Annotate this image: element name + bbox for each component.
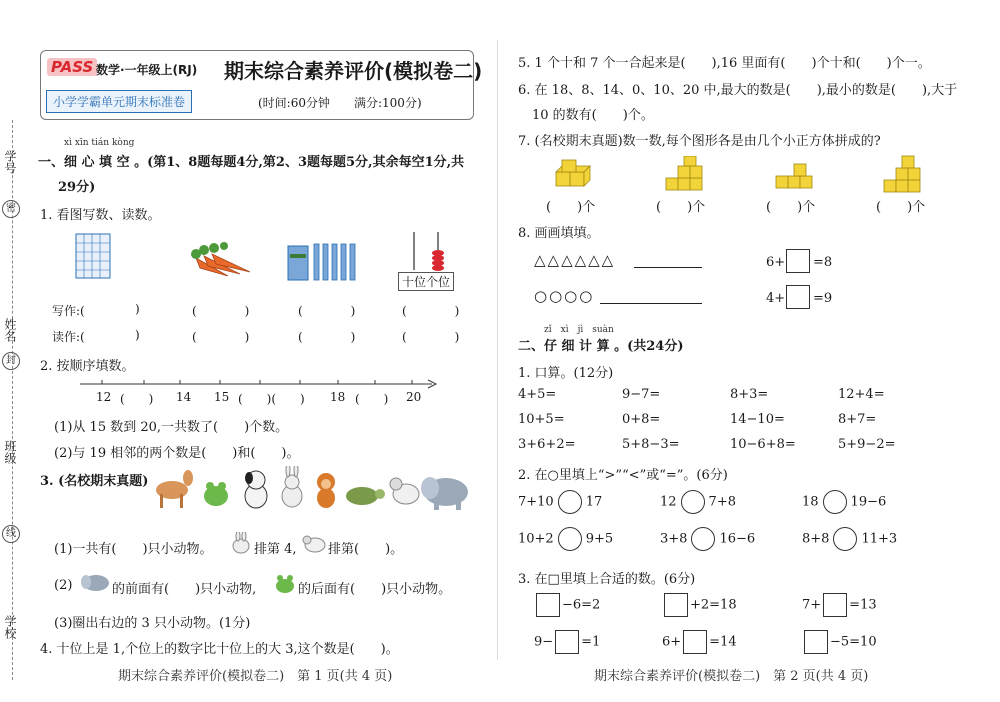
read-blank-3[interactable]: ( ) [298, 330, 356, 344]
compare-left: 12 [660, 494, 677, 510]
fill-box[interactable] [683, 630, 707, 654]
read-blank-4[interactable]: ( ) [402, 330, 460, 344]
compare-item [660, 490, 736, 514]
q3-sub2a: (2) [54, 578, 73, 593]
oral-item[interactable]: 5+8−3= [622, 437, 680, 452]
q3-sub2b: 的前面有( )只小动物, [112, 582, 257, 597]
margin-label-school: 学校 [3, 615, 17, 639]
nl-blank-16[interactable]: ( )( ) [238, 392, 305, 406]
oral-item[interactable]: 10−6+8= [730, 437, 796, 452]
write-label: 写作:( [52, 304, 85, 318]
compare-left: 8+8 [802, 531, 830, 547]
oral-item[interactable]: 14−10= [730, 412, 785, 427]
cube-figure-4 [882, 154, 922, 194]
dog-icon [245, 471, 267, 508]
part1-pinyin: xì xīn tián kòng [64, 138, 135, 148]
q8-eq1-box[interactable] [786, 249, 810, 273]
compare-circle[interactable] [558, 490, 582, 514]
q2-title: 2. 按顺序填数。 [40, 359, 135, 374]
q3-sub2c: 的后面有( )只小动物。 [298, 582, 452, 597]
compare-left: 18 [802, 494, 819, 510]
q8-eq2-right: =9 [813, 291, 833, 306]
turtle-icon [346, 487, 385, 505]
compare-circle[interactable] [823, 490, 847, 514]
exam-title: 期末综合素养评价(模拟卷二) [224, 59, 483, 83]
fill-suffix: =1 [581, 634, 601, 650]
write-blank-3[interactable]: ( ) [298, 304, 356, 318]
number-line [80, 378, 440, 390]
q3-sub1b: 排第 4, [254, 542, 297, 557]
q8-draw-line-2[interactable] [600, 290, 702, 304]
nl-14: 14 [176, 390, 192, 404]
p2-q1-title: 1. 口算。(12分) [518, 366, 614, 381]
q3-sub1a: (1)一共有( )只小动物。 [54, 542, 213, 557]
fill-item [662, 593, 737, 617]
part1-heading-cont: 29分) [58, 180, 96, 195]
read-close-1: ) [135, 328, 140, 342]
margin-label-id: 学号 [3, 150, 17, 174]
oral-item[interactable]: 9−7= [622, 387, 661, 402]
write-blank-2[interactable]: ( ) [192, 304, 250, 318]
oral-item[interactable]: 8+7= [838, 412, 877, 427]
write-close-1: ) [135, 302, 140, 316]
margin-seal-mi: 密 [2, 200, 20, 218]
part2-pinyin: zǐ xì jì suàn [544, 325, 614, 335]
sheep-icon [390, 478, 419, 504]
frog-icon [204, 482, 228, 506]
compare-left: 3+8 [660, 531, 688, 547]
cube-figure-1 [554, 158, 594, 192]
sheep-inline-icon [302, 532, 326, 554]
rabbit-icon [282, 466, 302, 507]
abacus-label: 十位个位 [398, 272, 454, 291]
q8-draw-line-1[interactable] [634, 254, 702, 268]
binding-margin [0, 0, 28, 702]
sticks-image [286, 240, 356, 282]
subject-label: 数学·一年级上(RJ) [96, 63, 198, 77]
compare-right: 19−6 [850, 494, 887, 510]
fill-prefix: 6+ [662, 634, 682, 650]
q7-blank-2[interactable]: ( )个 [656, 200, 706, 215]
compare-right: 16−6 [719, 531, 756, 547]
fill-item [534, 593, 600, 617]
hundred-block-image [74, 232, 114, 282]
q5: 5. 1 个十和 7 个一合起来是( ),16 里面有( )个十和( )个一。 [518, 56, 931, 71]
oral-item[interactable]: 12+4= [838, 387, 885, 402]
fill-box[interactable] [804, 630, 828, 654]
elephant-inline-icon [80, 572, 110, 594]
fill-suffix: +2=18 [690, 597, 737, 613]
q6-line1: 6. 在 18、8、14、0、10、20 中,最大的数是( ),最小的数是( ),大于 [518, 83, 958, 98]
fill-box[interactable] [536, 593, 560, 617]
q8-eq2-box[interactable] [786, 285, 810, 309]
oral-item[interactable]: 0+8= [622, 412, 661, 427]
p2-q2-title: 2. 在○里填上“>”“<”或“=”。(6分) [518, 468, 728, 483]
q1-title: 1. 看图写数、读数。 [40, 208, 161, 223]
margin-label-class: 班级 [3, 440, 17, 464]
nl-blank-13[interactable]: ( ) [120, 392, 154, 406]
page-divider [497, 40, 498, 660]
compare-right: 17 [585, 494, 603, 510]
oral-item[interactable]: 8+3= [730, 387, 769, 402]
q8-triangles: △△△△△△ [534, 251, 616, 269]
q7-title: 7. (名校期末真题)数一数,每个图形各是由几个小正方体拼成的? [518, 134, 881, 149]
q8-eq1-right: =8 [813, 255, 833, 270]
cube-figure-2 [664, 156, 708, 194]
oral-item[interactable]: 4+5= [518, 387, 557, 402]
part2-heading: 二、仔 细 计 算 。(共24分) [518, 339, 684, 354]
q4: 4. 十位上是 1,个位上的数字比十位上的大 3,这个数是( )。 [40, 642, 399, 657]
write-blank-4[interactable]: ( ) [402, 304, 460, 318]
horse-icon [156, 470, 193, 508]
compare-item [660, 527, 755, 551]
q3-sub3: (3)圈出右边的 3 只小动物。(1分) [54, 616, 251, 631]
read-blank-2[interactable]: ( ) [192, 330, 250, 344]
fill-box[interactable] [664, 593, 688, 617]
compare-circle[interactable] [691, 527, 715, 551]
q7-blank-1[interactable]: ( )个 [546, 200, 596, 215]
pass-logo: PASS [47, 58, 97, 76]
oral-item[interactable]: 10+5= [518, 412, 565, 427]
q8-eq1-left: 6+ [766, 255, 786, 270]
fill-suffix: −6=2 [562, 597, 601, 613]
fill-item [802, 630, 877, 654]
series-label: 小学学霸单元期末标准卷 [46, 90, 192, 113]
nl-12: 12 [96, 390, 112, 404]
compare-left: 10+2 [518, 531, 554, 547]
compare-item [518, 527, 613, 551]
nl-20: 20 [406, 390, 422, 404]
nl-18: 18 [330, 390, 346, 404]
margin-seal-feng: 封 [2, 352, 20, 370]
fill-suffix: −5=10 [830, 634, 877, 650]
footer-page-1: 期末综合素养评价(模拟卷二) 第 1 页(共 4 页) [118, 669, 393, 684]
margin-seal-xian: 线 [2, 525, 20, 543]
compare-item [802, 527, 897, 551]
frog-inline-icon [274, 572, 296, 594]
compare-right: 11+3 [861, 531, 898, 547]
fill-item [534, 630, 600, 654]
read-label: 读作:( [52, 330, 85, 344]
q7-blank-4[interactable]: ( )个 [876, 200, 926, 215]
fill-item [662, 630, 737, 654]
compare-right: 9+5 [585, 531, 614, 547]
compare-item [802, 490, 886, 514]
q8-circles: ○○○○ [534, 287, 595, 305]
q2-sub2: (2)与 19 相邻的两个数是( )和( )。 [54, 446, 300, 461]
q3-title: 3. (名校期末真题) [40, 474, 149, 489]
animals-row-image [150, 466, 470, 512]
elephant-icon [421, 477, 468, 510]
compare-left: 7+10 [518, 494, 554, 510]
fill-suffix: =14 [709, 634, 737, 650]
compare-circle[interactable] [833, 527, 857, 551]
rabbit-inline-icon [230, 532, 252, 554]
q3-sub1c: 排第( )。 [328, 542, 404, 557]
fill-prefix: 7+ [802, 597, 822, 613]
q2-sub1: (1)从 15 数到 20,一共数了( )个数。 [54, 420, 289, 435]
fill-prefix: 9− [534, 634, 554, 650]
footer-page-2: 期末综合素养评价(模拟卷二) 第 2 页(共 4 页) [594, 669, 869, 684]
compare-circle[interactable] [681, 490, 705, 514]
q8-eq2-left: 4+ [766, 291, 786, 306]
compare-right: 7+8 [708, 494, 736, 510]
carrots-image [188, 238, 252, 284]
monkey-icon [317, 473, 335, 508]
oral-item[interactable]: 3+6+2= [518, 437, 576, 452]
q8-title: 8. 画画填填。 [518, 226, 600, 241]
page-1 [0, 0, 495, 702]
oral-item[interactable]: 5+9−2= [838, 437, 896, 452]
abacus-image [394, 230, 456, 272]
part1-heading: 一、细 心 填 空 。(第1、8题每题4分,第2、3题每题5分,其余每空1分,共 [38, 155, 465, 170]
nl-15: 15 [214, 390, 230, 404]
q6-line2: 10 的数有( )个。 [532, 108, 654, 123]
fill-box[interactable] [823, 593, 847, 617]
nl-blank-19[interactable]: ( ) [355, 392, 389, 406]
compare-circle[interactable] [558, 527, 582, 551]
q7-blank-3[interactable]: ( )个 [766, 200, 816, 215]
time-info: (时间:60分钟 满分:100分) [258, 96, 422, 110]
cube-figure-3 [774, 158, 818, 192]
page-2 [500, 0, 1000, 702]
compare-item [518, 490, 602, 514]
fill-item [802, 593, 877, 617]
fill-box[interactable] [555, 630, 579, 654]
p2-q3-title: 3. 在□里填上合适的数。(6分) [518, 572, 696, 587]
fill-suffix: =13 [849, 597, 877, 613]
margin-label-name: 姓名 [3, 318, 17, 342]
